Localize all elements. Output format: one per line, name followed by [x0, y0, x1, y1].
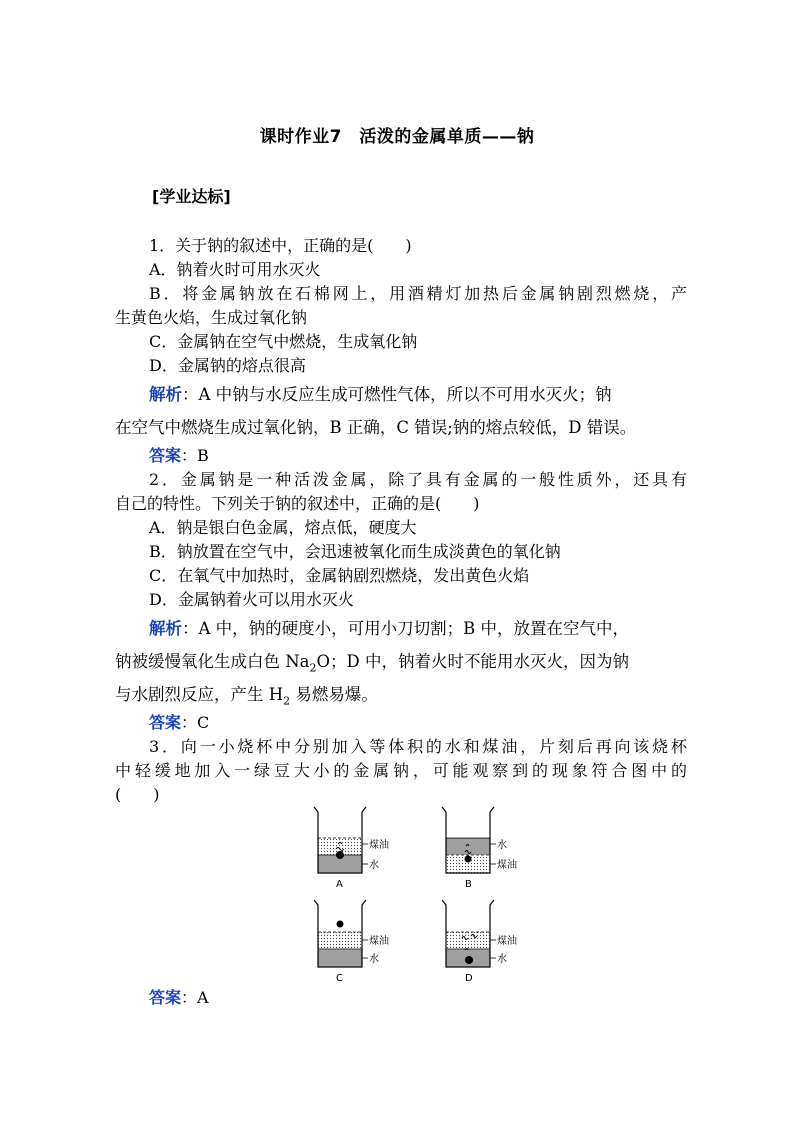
q2-analysis-text-2b: O；D 中，钠着火时不能用水灭火，因为钠: [316, 652, 630, 671]
q2-answer: [115, 711, 687, 735]
beaker-c-sodium: [337, 921, 344, 928]
beaker-b-bottom-label: 煤油: [497, 860, 517, 871]
q2-analysis-text-2a: 钠被缓慢氧化生成白色 Na: [115, 652, 310, 671]
beaker-figure: [308, 802, 528, 992]
q1-analysis-line-2: 在空气中燃烧生成过氧化钠，B 正确，C 错误;钠的熔点较低，D 错误。: [115, 418, 637, 437]
beaker-b: [442, 807, 517, 890]
q2-subscript-h2: 2: [283, 694, 291, 708]
q1-option-b: B．将金属钠放在石棉网上，用酒精灯加热后金属钠剧烈燃烧，产: [149, 284, 687, 303]
beaker-d: [442, 900, 517, 984]
beaker-c-letter: C: [336, 973, 343, 984]
q2-analysis-line-1: [115, 612, 687, 645]
beaker-d-sodium: [465, 956, 473, 964]
q1-analysis-label: 解析: [149, 385, 182, 404]
q2-stem-cont: 自己的特性。下列关于钠的叙述中，正确的是( ): [115, 494, 480, 513]
q3-answer: [149, 986, 209, 1010]
page-title: 课时作业7 活泼的金属单质——钠: [259, 127, 535, 147]
q1-answer-value: ：B: [181, 446, 209, 465]
q2-option-a: A．钠是银白色金属，熔点低，硬度大: [149, 518, 417, 537]
section-heading: [学业达标]: [152, 187, 231, 206]
q3-answer-label: 答案: [149, 988, 182, 1007]
q3-answer-value: ：A: [181, 988, 209, 1007]
beaker-b-letter: B: [465, 879, 472, 890]
q1-stem: 1．关于钠的叙述中，正确的是( ): [149, 236, 412, 255]
beaker-c: [314, 900, 389, 984]
beaker-d-bottom-label: 水: [497, 954, 507, 965]
questions: [115, 234, 687, 807]
beaker-d-kerosene: [446, 932, 490, 949]
q1-analysis-text: ：A 中钠与水反应生成可燃性气体，所以不可用水灭火；钠: [182, 385, 612, 404]
q2-stem: 2．金属钠是一种活泼金属，除了具有金属的一般性质外，还具有: [149, 470, 687, 489]
q1-option-d: D．金属钠的熔点很高: [149, 356, 306, 375]
q2-option-b: B．钠放置在空气中，会迅速被氧化而生成淡黄色的氧化钠: [149, 542, 561, 561]
q2-subscript-na2o: 2: [309, 661, 317, 675]
q3-stem-blank: ( ): [115, 785, 160, 804]
q1-answer: [115, 444, 687, 468]
q1-answer-label: 答案: [149, 446, 182, 465]
q2-answer-label: 答案: [149, 713, 182, 732]
q1-option-a: A．钠着火时可用水灭火: [149, 260, 321, 279]
q3-stem-cont: 中轻缓地加入一绿豆大小的金属钠，可能观察到的现象符合图中的: [115, 761, 687, 780]
beaker-c-water: [318, 949, 362, 967]
q1-option-b-cont: 生黄色火焰，生成过氧化钠: [115, 308, 308, 327]
q2-analysis-label: 解析: [149, 619, 182, 638]
beaker-b-sodium: [465, 856, 472, 863]
beaker-c-top-label: 煤油: [369, 936, 389, 947]
q3-stem: 3．向一小烧杯中分别加入等体积的水和煤油，片刻后再向该烧杯: [149, 737, 687, 756]
beaker-diagram: [308, 802, 528, 992]
beaker-a-top-label: 煤油: [369, 840, 389, 851]
q2-option-c: C．在氧气中加热时，金属钠剧烈燃烧，发出黄色火焰: [149, 566, 530, 585]
q2-analysis-text-3b: 易燃易爆。: [290, 685, 378, 704]
beaker-d-letter: D: [465, 973, 473, 984]
beaker-c-kerosene: [318, 932, 362, 949]
q1-analysis-line: [115, 378, 687, 411]
beaker-a-sodium: [336, 851, 344, 859]
q2-analysis-text-3a: 与水剧烈反应，产生 H: [115, 685, 284, 704]
q2-answer-value: ：C: [181, 713, 210, 732]
q2-analysis-line-2: [115, 645, 687, 678]
beaker-a-letter: A: [336, 879, 343, 890]
beaker-c-bottom-label: 水: [369, 954, 379, 965]
beaker-a-bottom-label: 水: [369, 860, 379, 871]
q2-analysis-text-1: ：A 中，钠的硬度小，可用小刀切割；B 中，放置在空气中，: [182, 619, 630, 638]
beaker-d-top-label: 煤油: [497, 936, 517, 947]
beaker-a: [314, 807, 389, 890]
q2-analysis-line-3: [115, 678, 687, 711]
q1-option-c: C．金属钠在空气中燃烧，生成氧化钠: [149, 332, 418, 351]
q2-option-d: D．金属钠着火可以用水灭火: [149, 590, 354, 609]
beaker-b-top-label: 水: [497, 840, 507, 851]
